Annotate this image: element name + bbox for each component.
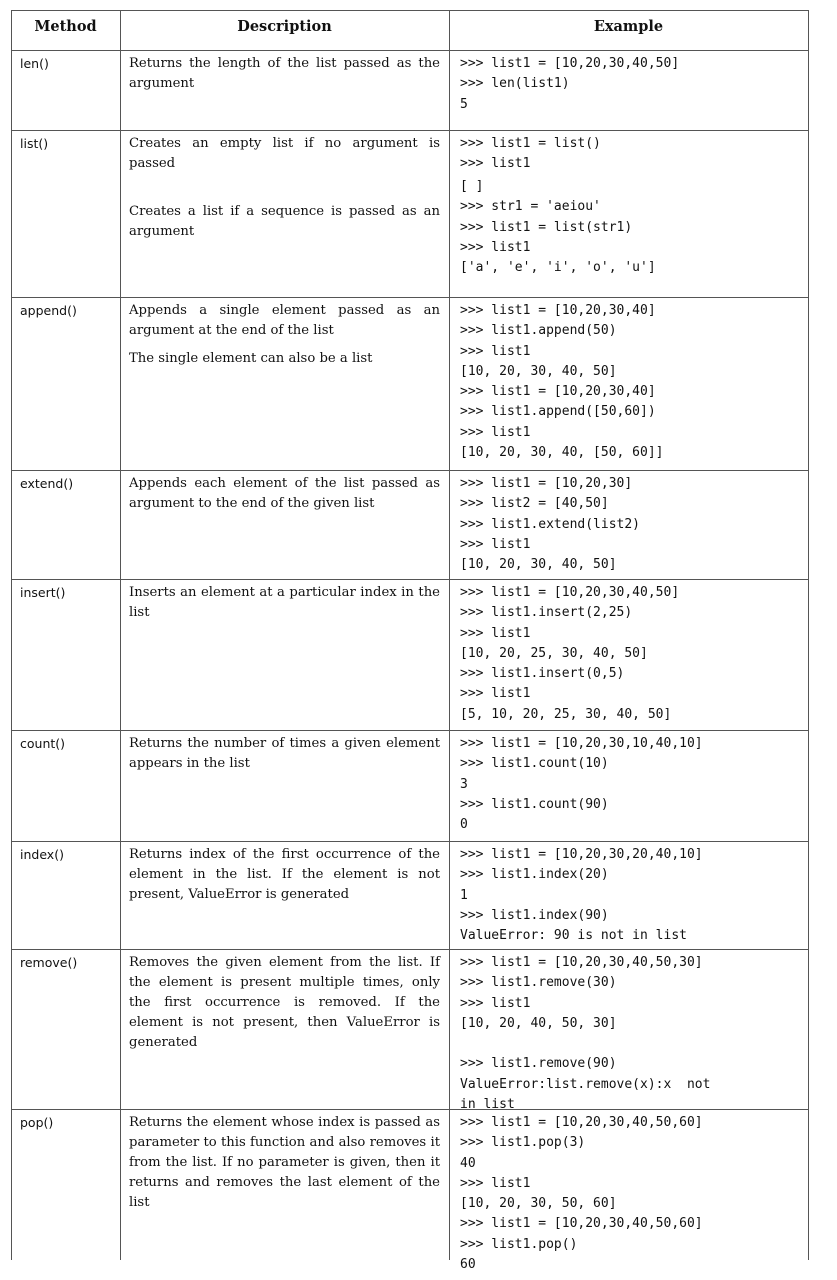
table-part-lower	[11, 173, 809, 1273]
description-text: The single element can also be a list	[129, 351, 373, 366]
description-cell	[120, 730, 449, 774]
description-cell	[120, 949, 449, 1053]
description-cell	[120, 579, 449, 623]
description-cell	[120, 470, 449, 514]
description-text: Returns the length of the list passed as the argument	[129, 56, 440, 91]
method-cell: list()	[20, 136, 49, 151]
description-text: Inserts an element at a particular index in the list	[129, 585, 440, 620]
method-cell: remove()	[20, 955, 78, 970]
method-cell: len()	[20, 56, 49, 71]
method-cell: index()	[20, 847, 64, 862]
header-description: Description	[237, 18, 332, 35]
border-left	[11, 173, 12, 1260]
description-text: Returns index of the first occurrence of the element in the list. If the element is not present, ValueError is generated	[129, 847, 440, 902]
example-code: >>> list1 = [10,20,30,40,50,60] >>> list1.pop(3) 40 >>> list1 [10, 20, 30, 50, 60] >>> list1 = [10,20,30,40,50,60] >>> list1.pop() 60	[460, 1115, 703, 1273]
method-cell: append()	[20, 303, 77, 318]
example-code: >>> list1 = list() >>> list1	[460, 136, 601, 172]
description-text: Creates an empty list if no argument is passed	[129, 136, 440, 171]
header-method: Method	[34, 18, 97, 35]
description-text: Removes the given element from the list. If the element is present multiple times, only the first occurrence is removed. If the element is not present, then ValueError is generated	[129, 955, 440, 1050]
description-cell	[120, 130, 449, 174]
method-cell: insert()	[20, 585, 66, 600]
border-right	[808, 10, 809, 173]
description-text: Creates a list if a sequence is passed as an argument	[129, 204, 440, 239]
method-cell: extend()	[20, 476, 74, 491]
example-code: >>> list1 = [10,20,30,20,40,10] >>> list1.index(20) 1 >>> list1.index(90) ValueError: 90 is not in list	[460, 847, 703, 944]
description-cell	[120, 841, 449, 905]
description-text: Appends a single element passed as an argument at the end of the list	[129, 303, 440, 338]
description-text: Appends each element of the list passed as argument to the end of the given list	[129, 476, 440, 511]
description-cell	[120, 50, 449, 94]
method-cell: pop()	[20, 1115, 54, 1130]
description-text: Returns the element whose index is passed as parameter to this function and also removes it from the list. If no parameter is given, then it returns and removes the last element of the list	[129, 1115, 440, 1210]
list-methods-table	[11, 10, 809, 1273]
table-part-upper	[11, 10, 809, 173]
description-cell	[120, 198, 449, 242]
example-code: [ ] >>> str1 = 'aeiou' >>> list1 = list(str1) >>> list1 ['a', 'e', 'i', 'o', 'u']	[460, 179, 656, 276]
method-cell: count()	[20, 736, 66, 751]
example-code: >>> list1 = [10,20,30,10,40,10] >>> list1.count(10) 3 >>> list1.count(90) 0	[460, 736, 703, 833]
example-code: >>> list1 = [10,20,30] >>> list2 = [40,50] >>> list1.extend(list2) >>> list1 [10, 20, 30, 40, 50]	[460, 476, 641, 573]
header-example: Example	[593, 18, 664, 35]
border-right	[808, 173, 809, 1260]
description-cell	[120, 297, 449, 369]
description-text: Returns the number of times a given element appears in the list	[129, 736, 440, 771]
description-cell	[120, 1109, 449, 1213]
example-code: >>> list1 = [10,20,30,40,50] >>> list1.insert(2,25) >>> list1 [10, 20, 25, 30, 40, 50] >>> list1.insert(0,5) >>> list1 [5, 10, 20, 25, 30, 40, 50]	[460, 585, 680, 722]
example-code: >>> list1 = [10,20,30,40] >>> list1.append(50) >>> list1 [10, 20, 30, 40, 50] >>> list1 = [10,20,30,40] >>> list1.append([50,60]) >>> list1 [10, 20, 30, 40, [50, 60]]	[460, 303, 664, 461]
example-code: >>> list1 = [10,20,30,40,50,30] >>> list1.remove(30) >>> list1 [10, 20, 40, 50, 30] >>> list1.remove(90) ValueError:list.remove(x):x not in list	[460, 955, 711, 1113]
example-code: >>> list1 = [10,20,30,40,50] >>> len(list1) 5	[460, 56, 680, 112]
